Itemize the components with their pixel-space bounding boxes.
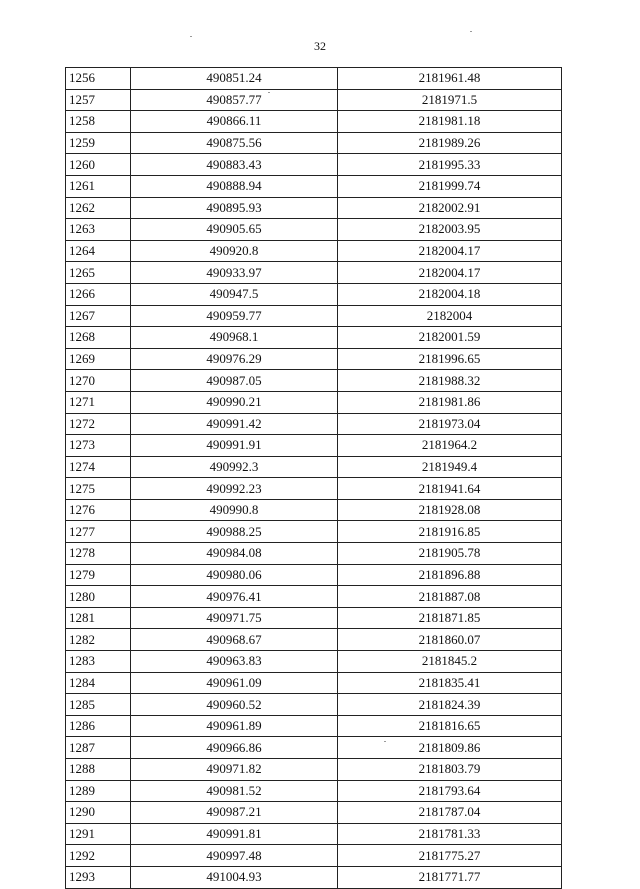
coordinates-table-body	[66, 68, 562, 889]
table-row	[66, 845, 562, 867]
point-number-cell: 1292	[66, 845, 131, 867]
x-coordinate-cell: 490875.56	[131, 132, 338, 154]
table-row	[66, 672, 562, 694]
point-number-cell: 1278	[66, 543, 131, 565]
y-coordinate-cell: 2181809.86	[338, 737, 562, 759]
y-coordinate-cell: 2181787.04	[338, 802, 562, 824]
table-row	[66, 823, 562, 845]
y-coordinate-cell: 2182003.95	[338, 219, 562, 241]
x-coordinate-cell: 490971.75	[131, 607, 338, 629]
y-coordinate-cell: 2181928.08	[338, 499, 562, 521]
y-coordinate-cell: 2181781.33	[338, 823, 562, 845]
point-number-cell: 1265	[66, 262, 131, 284]
table-row	[66, 132, 562, 154]
point-number-cell: 1273	[66, 435, 131, 457]
y-coordinate-cell: 2181860.07	[338, 629, 562, 651]
x-coordinate-cell: 490959.77	[131, 305, 338, 327]
table-row	[66, 499, 562, 521]
table-row	[66, 456, 562, 478]
point-number-cell: 1258	[66, 111, 131, 133]
point-number-cell: 1290	[66, 802, 131, 824]
point-number-cell: 1263	[66, 219, 131, 241]
y-coordinate-cell: 2181916.85	[338, 521, 562, 543]
table-row	[66, 391, 562, 413]
point-number-cell: 1274	[66, 456, 131, 478]
point-number-cell: 1281	[66, 607, 131, 629]
x-coordinate-cell: 490968.1	[131, 327, 338, 349]
scan-speck	[470, 31, 472, 32]
scan-speck	[268, 92, 270, 93]
table-row	[66, 543, 562, 565]
x-coordinate-cell: 490905.65	[131, 219, 338, 241]
x-coordinate-cell: 490920.8	[131, 240, 338, 262]
y-coordinate-cell: 2181905.78	[338, 543, 562, 565]
x-coordinate-cell: 490992.23	[131, 478, 338, 500]
x-coordinate-cell: 490990.8	[131, 499, 338, 521]
table-row	[66, 607, 562, 629]
y-coordinate-cell: 2182004.17	[338, 262, 562, 284]
table-row	[66, 154, 562, 176]
point-number-cell: 1287	[66, 737, 131, 759]
point-number-cell: 1260	[66, 154, 131, 176]
point-number-cell: 1270	[66, 370, 131, 392]
y-coordinate-cell: 2181816.65	[338, 715, 562, 737]
x-coordinate-cell: 490991.81	[131, 823, 338, 845]
table-row	[66, 737, 562, 759]
y-coordinate-cell: 2181845.2	[338, 651, 562, 673]
table-row	[66, 240, 562, 262]
table-row	[66, 586, 562, 608]
x-coordinate-cell: 490980.06	[131, 564, 338, 586]
point-number-cell: 1264	[66, 240, 131, 262]
y-coordinate-cell: 2181989.26	[338, 132, 562, 154]
point-number-cell: 1276	[66, 499, 131, 521]
x-coordinate-cell: 490968.67	[131, 629, 338, 651]
y-coordinate-cell: 2181981.18	[338, 111, 562, 133]
point-number-cell: 1267	[66, 305, 131, 327]
point-number-cell: 1282	[66, 629, 131, 651]
x-coordinate-cell: 490851.24	[131, 68, 338, 90]
table-row	[66, 175, 562, 197]
table-row	[66, 694, 562, 716]
table-row	[66, 370, 562, 392]
table-row	[66, 651, 562, 673]
table-row	[66, 327, 562, 349]
y-coordinate-cell: 2181803.79	[338, 759, 562, 781]
point-number-cell: 1266	[66, 283, 131, 305]
x-coordinate-cell: 490966.86	[131, 737, 338, 759]
table-row	[66, 759, 562, 781]
y-coordinate-cell: 2181835.41	[338, 672, 562, 694]
y-coordinate-cell: 2181793.64	[338, 780, 562, 802]
x-coordinate-cell: 490895.93	[131, 197, 338, 219]
y-coordinate-cell: 2182004	[338, 305, 562, 327]
point-number-cell: 1285	[66, 694, 131, 716]
table-row	[66, 802, 562, 824]
y-coordinate-cell: 2181961.48	[338, 68, 562, 90]
y-coordinate-cell: 2181964.2	[338, 435, 562, 457]
point-number-cell: 1256	[66, 68, 131, 90]
point-number-cell: 1291	[66, 823, 131, 845]
table-row	[66, 89, 562, 111]
table-row	[66, 111, 562, 133]
x-coordinate-cell: 490857.77	[131, 89, 338, 111]
table-row	[66, 780, 562, 802]
coordinates-table	[65, 67, 562, 889]
point-number-cell: 1284	[66, 672, 131, 694]
x-coordinate-cell: 490976.41	[131, 586, 338, 608]
table-row	[66, 564, 562, 586]
page-number: 32	[314, 39, 326, 53]
x-coordinate-cell: 490987.21	[131, 802, 338, 824]
point-number-cell: 1275	[66, 478, 131, 500]
x-coordinate-cell: 490960.52	[131, 694, 338, 716]
x-coordinate-cell: 490933.97	[131, 262, 338, 284]
y-coordinate-cell: 2181771.77	[338, 866, 562, 888]
y-coordinate-cell: 2181995.33	[338, 154, 562, 176]
y-coordinate-cell: 2181887.08	[338, 586, 562, 608]
x-coordinate-cell: 490990.21	[131, 391, 338, 413]
x-coordinate-cell: 490984.08	[131, 543, 338, 565]
table-row	[66, 866, 562, 888]
x-coordinate-cell: 490987.05	[131, 370, 338, 392]
point-number-cell: 1272	[66, 413, 131, 435]
y-coordinate-cell: 2181973.04	[338, 413, 562, 435]
point-number-cell: 1271	[66, 391, 131, 413]
y-coordinate-cell: 2181971.5	[338, 89, 562, 111]
y-coordinate-cell: 2181949.4	[338, 456, 562, 478]
table-row	[66, 435, 562, 457]
x-coordinate-cell: 490888.94	[131, 175, 338, 197]
y-coordinate-cell: 2181775.27	[338, 845, 562, 867]
table-row	[66, 262, 562, 284]
table-row	[66, 348, 562, 370]
point-number-cell: 1261	[66, 175, 131, 197]
x-coordinate-cell: 490992.3	[131, 456, 338, 478]
x-coordinate-cell: 490883.43	[131, 154, 338, 176]
table-row	[66, 68, 562, 90]
y-coordinate-cell: 2182001.59	[338, 327, 562, 349]
point-number-cell: 1286	[66, 715, 131, 737]
x-coordinate-cell: 490971.82	[131, 759, 338, 781]
x-coordinate-cell: 490963.83	[131, 651, 338, 673]
x-coordinate-cell: 490947.5	[131, 283, 338, 305]
table-row	[66, 629, 562, 651]
point-number-cell: 1268	[66, 327, 131, 349]
x-coordinate-cell: 490991.91	[131, 435, 338, 457]
y-coordinate-cell: 2181941.64	[338, 478, 562, 500]
x-coordinate-cell: 490988.25	[131, 521, 338, 543]
table-row	[66, 521, 562, 543]
table-row	[66, 197, 562, 219]
x-coordinate-cell: 490997.48	[131, 845, 338, 867]
table-row	[66, 305, 562, 327]
x-coordinate-cell: 490961.09	[131, 672, 338, 694]
y-coordinate-cell: 2182004.18	[338, 283, 562, 305]
x-coordinate-cell: 490866.11	[131, 111, 338, 133]
x-coordinate-cell: 491004.93	[131, 866, 338, 888]
x-coordinate-cell: 490991.42	[131, 413, 338, 435]
x-coordinate-cell: 490981.52	[131, 780, 338, 802]
y-coordinate-cell: 2181988.32	[338, 370, 562, 392]
point-number-cell: 1277	[66, 521, 131, 543]
point-number-cell: 1289	[66, 780, 131, 802]
scan-speck	[190, 36, 192, 37]
table-row	[66, 219, 562, 241]
table-row	[66, 715, 562, 737]
point-number-cell: 1259	[66, 132, 131, 154]
x-coordinate-cell: 490961.89	[131, 715, 338, 737]
point-number-cell: 1279	[66, 564, 131, 586]
y-coordinate-cell: 2181871.85	[338, 607, 562, 629]
table-row	[66, 413, 562, 435]
y-coordinate-cell: 2181896.88	[338, 564, 562, 586]
y-coordinate-cell: 2181996.65	[338, 348, 562, 370]
point-number-cell: 1262	[66, 197, 131, 219]
point-number-cell: 1257	[66, 89, 131, 111]
table-row	[66, 478, 562, 500]
point-number-cell: 1288	[66, 759, 131, 781]
y-coordinate-cell: 2182002.91	[338, 197, 562, 219]
point-number-cell: 1293	[66, 866, 131, 888]
point-number-cell: 1269	[66, 348, 131, 370]
scan-speck	[384, 741, 386, 742]
point-number-cell: 1283	[66, 651, 131, 673]
table-row	[66, 283, 562, 305]
point-number-cell: 1280	[66, 586, 131, 608]
y-coordinate-cell: 2181824.39	[338, 694, 562, 716]
x-coordinate-cell: 490976.29	[131, 348, 338, 370]
y-coordinate-cell: 2181981.86	[338, 391, 562, 413]
y-coordinate-cell: 2182004.17	[338, 240, 562, 262]
y-coordinate-cell: 2181999.74	[338, 175, 562, 197]
